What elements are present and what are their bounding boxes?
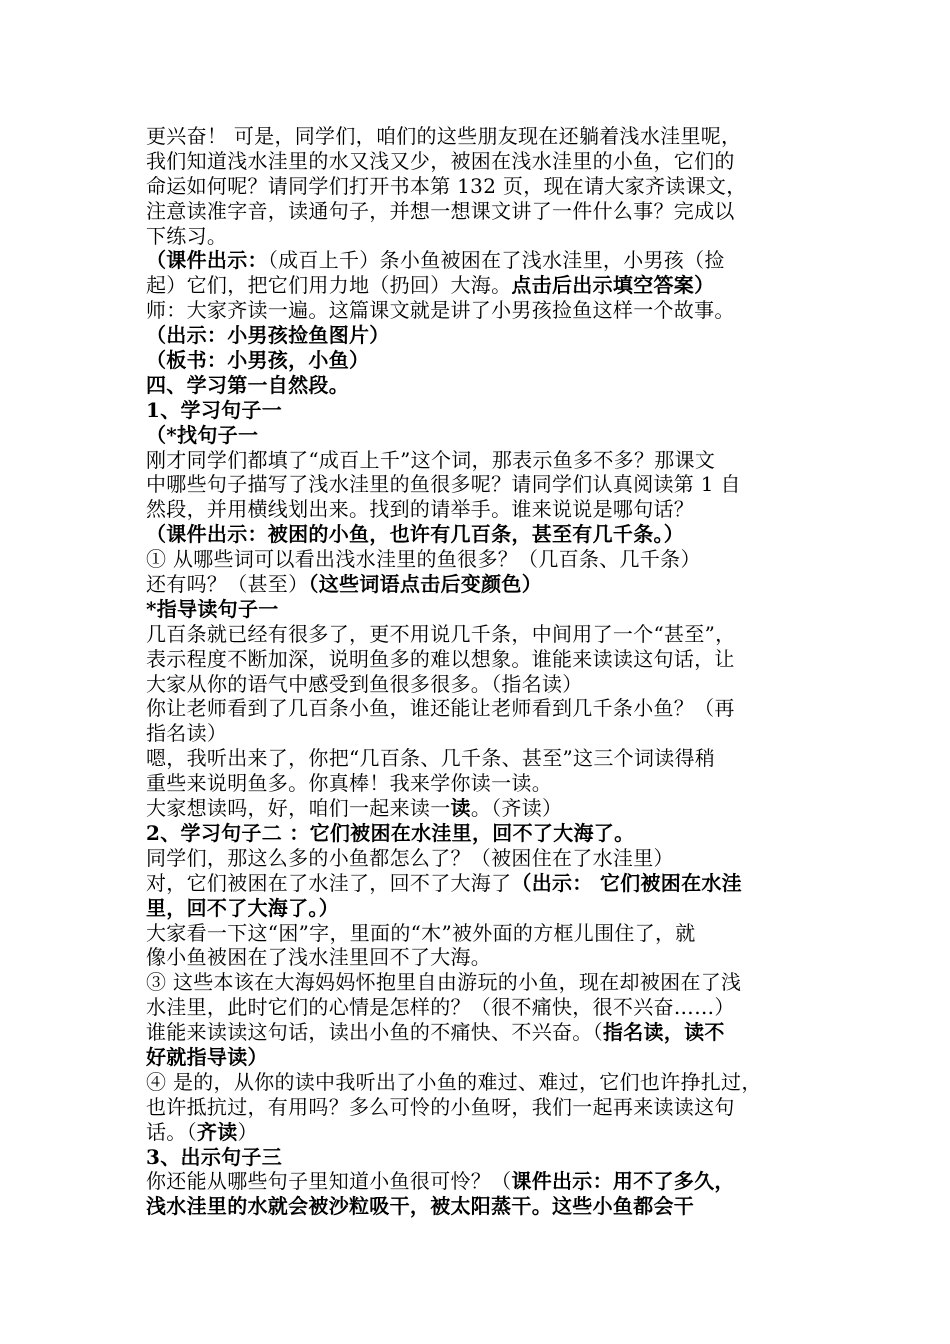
text-segment: 话。（ — [146, 1119, 197, 1144]
text-segment: 几百条就已经有很多了，更不用说几千条，中间用了一个“甚至”， — [146, 621, 736, 646]
text-segment: 。（齐读） — [470, 796, 563, 821]
bold-text-segment: 读 — [450, 796, 471, 821]
text-line — [146, 1045, 812, 1070]
text-segment: 下练习。 — [146, 223, 228, 248]
bold-text-segment: 3、出示句子三 — [146, 1144, 283, 1169]
text-segment: 也许抵抗过，有用吗？多么可怜的小鱼呀，我们一起再来读读这句 — [146, 1094, 735, 1119]
text-line — [146, 1169, 812, 1194]
text-line — [146, 1095, 812, 1120]
text-segment: 刚才同学们都填了“成百上千”这个词，那表示鱼多不多？那课文 — [146, 447, 716, 472]
text-segment: 你还能从哪些句子里知道小鱼很可怜？（ — [146, 1169, 512, 1194]
text-segment: 表示程度不断加深，说明鱼多的难以想象。谁能来读读这句话，让 — [146, 646, 735, 671]
bold-text-segment: （出示： 它们被困在水洼 — [511, 870, 742, 895]
text-line — [146, 174, 812, 199]
text-line — [146, 373, 812, 398]
text-segment: 起）它们，把它们用力地（扔回）大海。 — [146, 273, 512, 298]
bold-text-segment: （课件出示：被困的小鱼，也许有几百条，甚至有几千条。） — [146, 522, 685, 547]
text-line — [146, 1120, 812, 1145]
text-line — [146, 970, 812, 995]
text-segment: 师：大家齐读一遍。这篇课文就是讲了小男孩捡鱼这样一个故事。 — [146, 298, 735, 323]
text-line — [146, 472, 812, 497]
text-segment: ） — [237, 1119, 258, 1144]
text-segment: 还有吗？（甚至） — [146, 572, 309, 597]
bold-text-segment: 浅水洼里的水就会被沙粒吸干，被太阳蒸干。这些小鱼都会干 — [146, 1194, 695, 1219]
text-line — [146, 896, 812, 921]
bold-text-segment: *指导读句子一 — [146, 596, 279, 621]
text-line — [146, 248, 812, 273]
bold-text-segment: 2、学习句子二 ：它们被困在水洼里，回不了大海了。 — [146, 820, 635, 845]
text-line — [146, 398, 812, 423]
document-body — [146, 124, 812, 1219]
text-line — [146, 721, 812, 746]
text-line — [146, 945, 812, 970]
text-line — [146, 149, 812, 174]
text-segment: ④ 是的，从你的读中我听出了小鱼的难过、难过，它们也许挣扎过， — [146, 1069, 762, 1094]
text-line — [146, 821, 812, 846]
text-line — [146, 423, 812, 448]
text-line — [146, 771, 812, 796]
text-line — [146, 522, 812, 547]
text-segment: 对，它们被困在了水洼了，回不了大海了 — [146, 870, 512, 895]
bold-text-segment: （出示：小男孩捡鱼图片） — [146, 323, 390, 348]
bold-text-segment: 1、学习句子一 — [146, 397, 283, 422]
text-line — [146, 871, 812, 896]
text-line — [146, 224, 812, 249]
text-segment: 更兴奋！ 可是，同学们，咱们的这些朋友现在还躺着浅水洼里呢， — [146, 124, 742, 148]
bold-text-segment: 课件出示：用不了多久， — [511, 1169, 735, 1194]
text-segment: 嗯，我听出来了，你把“几百条、几千条、甚至”这三个词读得稍 — [146, 746, 716, 771]
bold-text-segment: 里，回不了大海了。） — [146, 895, 339, 920]
bold-text-segment: （*找句子一 — [146, 422, 259, 447]
text-segment: 水洼里，此时它们的心情是怎样的？（很不痛快，很不兴奋……） — [146, 995, 735, 1020]
bold-text-segment: （这些词语点击后变颜色） — [308, 572, 543, 597]
text-line — [146, 796, 812, 821]
text-segment: 然段，并用横线划出来。找到的请举手。谁来说说是哪句话？ — [146, 497, 695, 522]
text-line — [146, 846, 812, 871]
text-segment: （成百上千）条小鱼被困在了浅水洼里，小男孩（捡 — [267, 248, 725, 273]
text-segment: ③ 这些本该在大海妈妈怀抱里自由游玩的小鱼，现在却被困在了浅 — [146, 970, 742, 995]
text-line — [146, 1145, 812, 1170]
bold-text-segment: 指名读，读不 — [602, 1020, 725, 1045]
text-line — [146, 124, 812, 149]
text-segment: 大家从你的语气中感受到鱼很多很多。（指名读） — [146, 671, 583, 696]
text-line — [146, 199, 812, 224]
text-segment: 谁能来读读这句话，读出小鱼的不痛快、不兴奋。（ — [146, 1020, 603, 1045]
text-line — [146, 348, 812, 373]
text-line — [146, 622, 812, 647]
text-line — [146, 572, 812, 597]
text-segment: 我们知道浅水洼里的水又浅又少，被困在浅水洼里的小鱼，它们的 — [146, 148, 735, 173]
text-line — [146, 298, 812, 323]
text-segment: 注意读准字音，读通句子，并想一想课文讲了一件什么事？完成以 — [146, 198, 735, 223]
text-segment: 大家看一下这“困”字，里面的“木”被外面的方框儿围住了，就 — [146, 920, 696, 945]
text-line — [146, 448, 812, 473]
text-line — [146, 1194, 812, 1219]
text-segment: 中哪些句子描写了浅水洼里的鱼很多呢？请同学们认真阅读第 1 自 — [146, 472, 741, 497]
text-segment: 同学们，那这么多的小鱼都怎么了？（被困住在了水洼里） — [146, 845, 674, 870]
text-line — [146, 1020, 812, 1045]
text-segment: 像小鱼被困在了浅水洼里回不了大海。 — [146, 945, 492, 970]
bold-text-segment: 四、学习第一自然段。 — [146, 372, 349, 397]
text-segment: 重些来说明鱼多。你真棒！我来学你读一读。 — [146, 771, 552, 796]
text-line — [146, 323, 812, 348]
text-line — [146, 547, 812, 572]
text-segment: 你让老师看到了几百条小鱼，谁还能让老师看到几千条小鱼？（再 — [146, 696, 735, 721]
text-line — [146, 1070, 812, 1095]
bold-text-segment: 好就指导读） — [146, 1044, 268, 1069]
text-line — [146, 672, 812, 697]
text-line — [146, 497, 812, 522]
bold-text-segment: （板书：小男孩，小鱼） — [146, 348, 370, 373]
bold-text-segment: 点击后出示填空答案） — [511, 273, 715, 298]
text-segment: 大家想读吗，好，咱们一起来读一 — [146, 796, 451, 821]
text-line — [146, 995, 812, 1020]
text-line — [146, 921, 812, 946]
bold-text-segment: 齐读 — [196, 1119, 238, 1144]
text-segment: ① 从哪些词可以看出浅水洼里的鱼很多？（几百条、几千条） — [146, 547, 701, 572]
text-line — [146, 273, 812, 298]
text-segment: 指名读） — [146, 721, 228, 746]
text-line — [146, 647, 812, 672]
bold-text-segment: （课件出示： — [146, 248, 268, 273]
text-line — [146, 746, 812, 771]
text-line — [146, 597, 812, 622]
text-line — [146, 696, 812, 721]
text-segment: 命运如何呢？请同学们打开书本第 132 页，现在请大家齐读课文， — [146, 173, 747, 198]
